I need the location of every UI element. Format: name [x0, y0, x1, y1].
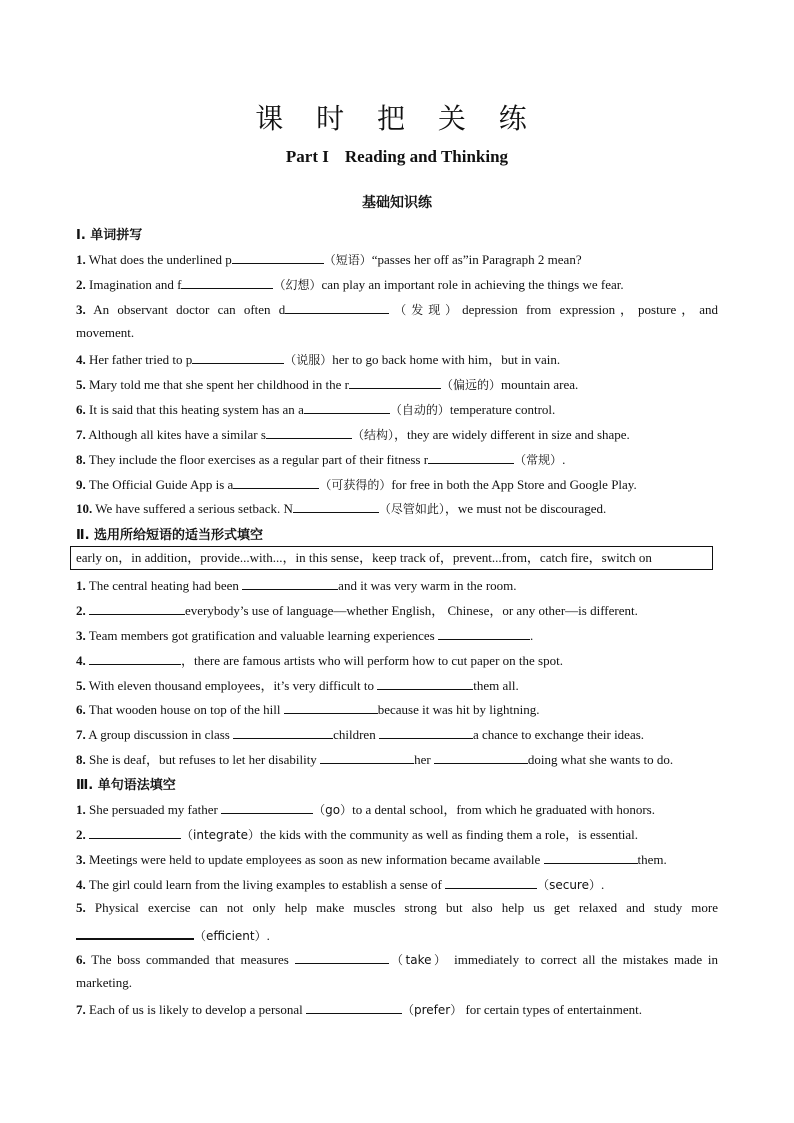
s1-item-3: 3. An observant doctor can often d （发现）depression from expression，posture，and [76, 302, 718, 317]
answer-blank[interactable] [428, 450, 514, 464]
s1-item-3-cont: movement. [76, 325, 135, 340]
answer-blank[interactable] [233, 725, 333, 739]
s1-item-7: 7. Although all kites have a similar s （结构），they are widely different in size and shape. [76, 427, 630, 442]
answer-blank[interactable] [293, 499, 379, 513]
answer-blank[interactable] [242, 576, 338, 590]
s2-item-1: 1. The central heating had been and it was very warm in the room. [76, 578, 517, 593]
answer-blank[interactable] [306, 1000, 402, 1014]
subtitle: 基础知识练 [362, 195, 432, 211]
s2-item-3: 3. Team members got gratification and valuable learning experiences . [76, 628, 534, 643]
s1-item-6: 6. It is said that this heating system has an a （自动的）temperature control. [76, 402, 556, 417]
s2-item-5: 5. With eleven thousand employees，it’s very difficult to them all. [76, 678, 519, 693]
part-label: Part I [285, 147, 329, 166]
answer-blank[interactable] [320, 750, 414, 764]
answer-blank[interactable] [89, 601, 185, 615]
page-title: 课 时 把 关 练 [255, 102, 539, 135]
s3-item-6-cont: marketing. [76, 975, 132, 990]
answer-blank[interactable] [434, 750, 528, 764]
s3-item-5-cont: （efficient）. [76, 925, 718, 944]
answer-blank[interactable] [76, 925, 194, 940]
s3-item-6: 6. The boss commanded that measures （take） immediately to correct all the mistakes made in [76, 952, 719, 967]
s1-item-8: 8. They include the floor exercises as a regular part of their fitness r （常规）. [76, 452, 566, 467]
s1-item-1: 1. What does the underlined p （短语）“passes her off as”in Paragraph 2 mean? [76, 252, 582, 267]
answer-blank[interactable] [232, 250, 324, 264]
answer-blank[interactable] [233, 475, 319, 489]
s1-item-9: 9. The Official Guide App is a （可获得的）for free in both the App Store and Google Play. [76, 477, 637, 492]
s3-item-5: 5. Physical exercise can not only help make muscles strong but also help us get relaxed and study more [76, 900, 718, 915]
answer-blank[interactable] [379, 725, 473, 739]
s2-item-7: 7. A group discussion in class children a chance to exchange their ideas. [76, 727, 645, 742]
s3-item-3: 3. Meetings were held to update employees as soon as new information became available them. [76, 852, 667, 867]
answer-blank[interactable] [221, 800, 313, 814]
answer-blank[interactable] [284, 700, 378, 714]
part-heading [0, 147, 794, 167]
answer-blank[interactable] [192, 350, 284, 364]
answer-blank[interactable] [438, 626, 530, 640]
phrase-bank-box: early on，in addition，provide...with...，in this sense，keep track of，prevent...from，catch fire，switch on [70, 546, 713, 570]
part-name: Reading and Thinking [344, 147, 509, 166]
answer-blank[interactable] [445, 875, 537, 889]
s1-item-10: 10. We have suffered a serious setback. N （尽管如此），we must not be discouraged. [76, 501, 607, 516]
s2-item-2: 2. everybody’s use of language—whether English， Chinese，or any other—is different. [76, 603, 638, 618]
s3-item-4: 4. The girl could learn from the living examples to establish a sense of （secure）. [76, 877, 605, 892]
section-2-heading: Ⅱ. 选用所给短语的适当形式填空 [76, 528, 264, 543]
answer-blank[interactable] [377, 676, 473, 690]
answer-blank[interactable] [89, 651, 181, 665]
s3-item-2: 2. （integrate）the kids with the community as well as finding them a role，is essential. [76, 827, 639, 842]
answer-blank[interactable] [349, 375, 441, 389]
answer-blank[interactable] [89, 825, 181, 839]
s2-item-6: 6. That wooden house on top of the hill because it was hit by lightning. [76, 702, 540, 717]
s3-item-1: 1. She persuaded my father （go）to a dental school，from which he graduated with honors. [76, 802, 655, 817]
s2-item-8: 8. She is deaf，but refuses to let her disability her doing what she wants to do. [76, 752, 674, 767]
answer-blank[interactable] [304, 400, 390, 414]
section-1-heading: Ⅰ. 单词拼写 [76, 228, 143, 243]
answer-blank[interactable] [181, 275, 273, 289]
answer-blank[interactable] [266, 425, 352, 439]
section-3-heading: Ⅲ. 单句语法填空 [76, 778, 176, 793]
s1-item-5: 5. Mary told me that she spent her childhood in the r （偏远的）mountain area. [76, 377, 579, 392]
answer-blank[interactable] [295, 950, 389, 964]
s1-item-4: 4. Her father tried to p （说服）her to go back home with him，but in vain. [76, 352, 561, 367]
answer-blank[interactable] [544, 850, 638, 864]
s3-item-7: 7. Each of us is likely to develop a personal （prefer） for certain types of entertainment. [76, 1002, 642, 1017]
s2-item-4: 4. ，there are famous artists who will perform how to cut paper on the spot. [76, 653, 563, 668]
s1-item-2: 2. Imagination and f （幻想）can play an important role in achieving the things we fear. [76, 277, 624, 292]
answer-blank[interactable] [285, 300, 389, 314]
